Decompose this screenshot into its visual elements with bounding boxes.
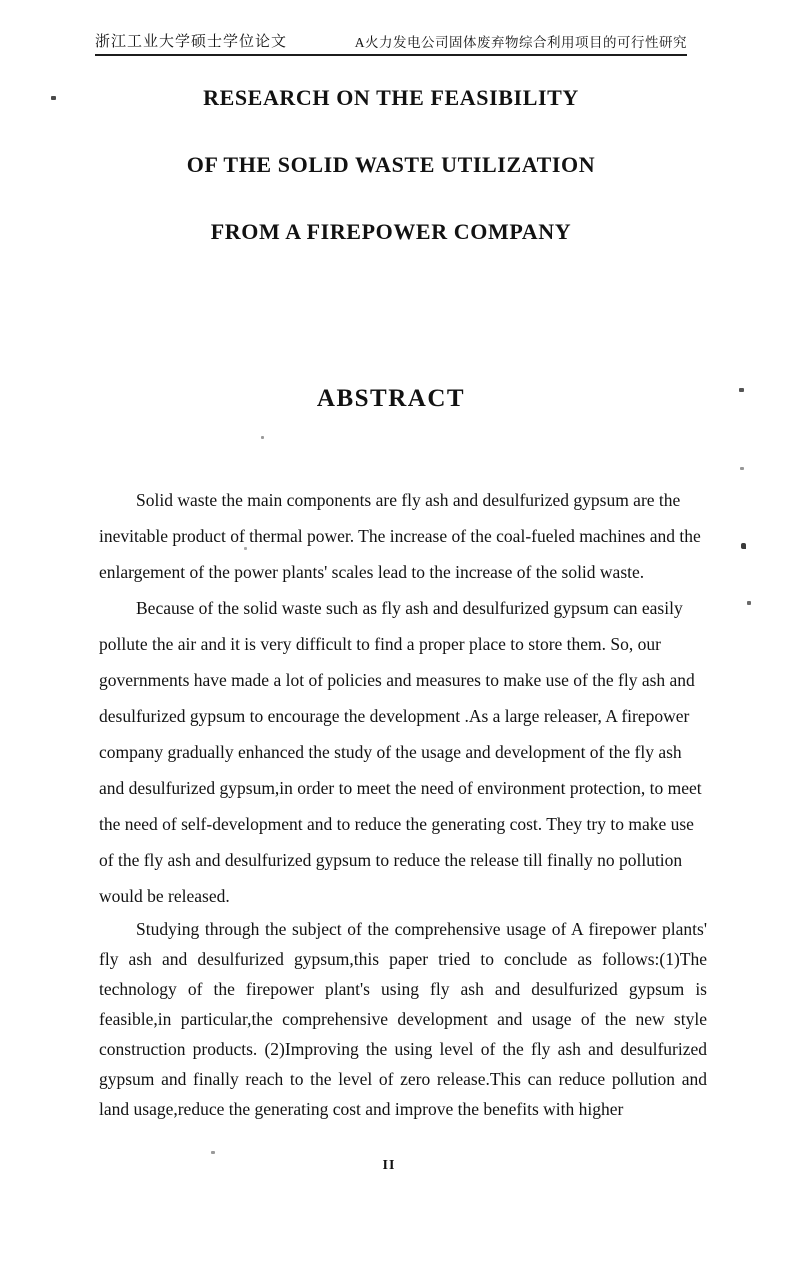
scan-artifact <box>244 547 247 550</box>
scan-artifact <box>741 543 746 549</box>
abstract-body <box>99 482 707 1124</box>
page-number: II <box>382 1158 396 1173</box>
scan-artifact <box>747 601 751 605</box>
scan-artifact <box>739 388 744 392</box>
scan-artifact <box>51 96 56 100</box>
scan-artifact <box>740 467 744 470</box>
title-line-3: FROM A FIREPOWER COMPANY <box>210 219 572 244</box>
header-thesis-title-text: A火力发电公司固体废弃物综合利用项目的可行性研究 <box>354 35 687 50</box>
abstract-paragraph-2: Because of the solid waste such as fly ash and desulfurized gypsum can easily pollute the air and it is very difficult to find a proper place to store them. So, our governments have made a lot of policies and measures to make use of the fly ash and desulfurized gypsum to encourage the development .As a large releaser, A firepower company gradually enhanced the study of the usage and development of the fly ash and desulfurized gypsum,in order to meet the need of environment protection, to meet the need of self-development and to reduce the generating cost. They try to make use of the fly ash and desulfurized gypsum to reduce the release till finally no pollution would be released. <box>99 598 702 906</box>
abstract-paragraph-3: Studying through the subject of the comprehensive usage of A firepower plants' fly ash and desulfurized gypsum,this paper tried to conclude as follows:(1)The technology of the firepower plant's using fly ash and desulfurized gypsum is feasible,in particular,the comprehensive development and usage of the new style construction products. (2)Improving the using level of the fly ash and desulfurized gypsum and finally reach to the level of zero release.This can reduce pollution and land usage,reduce the generating cost and improve the benefits with higher <box>99 919 707 1119</box>
title-line-1: RESEARCH ON THE FEASIBILITY <box>203 85 579 110</box>
title-line-2: OF THE SOLID WASTE UTILIZATION <box>186 152 596 177</box>
header-institution-text: 浙江工业大学硕士学位论文 <box>95 34 288 50</box>
abstract-paragraph-1: Solid waste the main components are fly ash and desulfurized gypsum are the inevitable product of thermal power. The increase of the coal-fueled machines and the enlargement of the power plants' scales lead to the increase of the solid waste. <box>99 490 701 582</box>
abstract-heading: ABSTRACT <box>316 385 466 412</box>
scan-artifact <box>211 1151 215 1154</box>
scan-artifact <box>261 436 264 439</box>
thesis-title-block <box>95 86 687 287</box>
running-header <box>95 30 687 56</box>
